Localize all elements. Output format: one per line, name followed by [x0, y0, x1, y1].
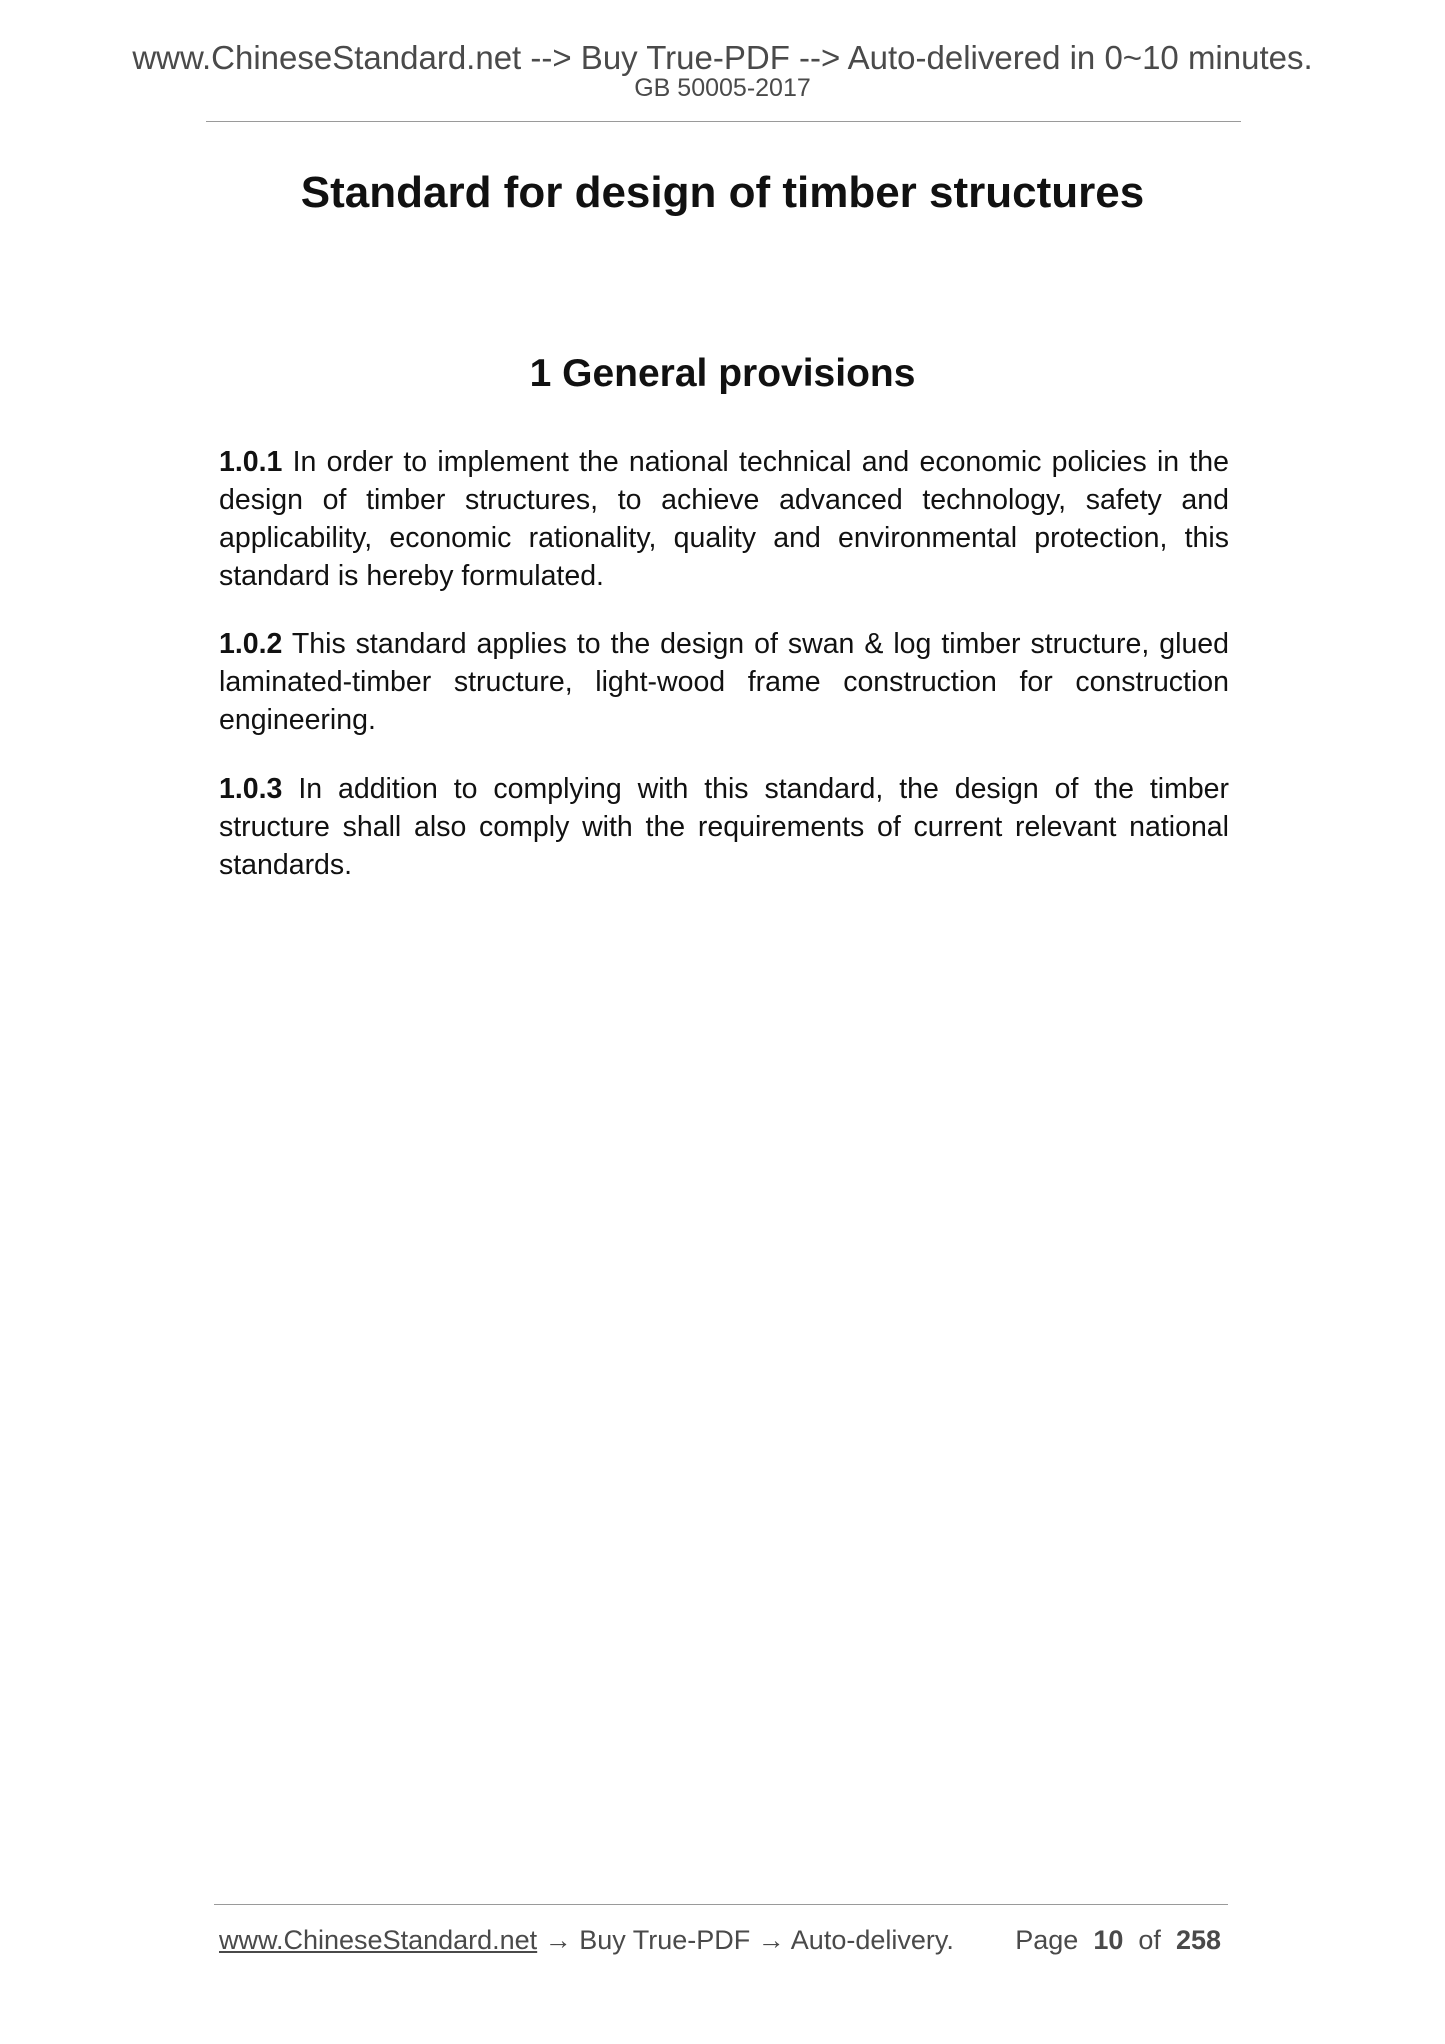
header-divider [206, 121, 1241, 122]
header-banner: www.ChineseStandard.net --> Buy True-PDF --> Auto-delivered in 0~10 minutes. [132, 39, 1313, 76]
footer-left [219, 1922, 954, 1958]
delivery-text: Auto-delivery. [790, 1925, 954, 1955]
of-label: of [1138, 1925, 1161, 1955]
clause-text: This standard applies to the design of swan & log timber structure, glued laminated-timber structure, light-wood frame construction for construction engineering. [219, 628, 1229, 736]
website-link[interactable]: www.ChineseStandard.net [219, 1925, 538, 1955]
document-number: GB 50005-2017 [634, 74, 811, 102]
page-footer [219, 1922, 1231, 1958]
clause-text: In addition to complying with this standard, the design of the timber structure shall also comply with the requirements of current relevant national standards. [219, 773, 1230, 881]
total-pages: 258 [1175, 1925, 1221, 1955]
page-label: Page [1015, 1925, 1079, 1955]
clause-1-0-2 [219, 625, 1229, 739]
arrow-right-icon: → [544, 1925, 572, 1955]
clause-number: 1.0.1 [219, 446, 283, 478]
clause-1-0-3 [219, 770, 1229, 884]
page-title: Standard for design of timber structures [300, 168, 1145, 217]
buy-text: Buy True-PDF [579, 1925, 751, 1955]
clause-text: In order to implement the national technical and economic policies in the design of timber structures, to achieve advanced technology, safety and applicability, economic rationality, quality and environmental protection, this standard is hereby formulated. [219, 446, 1229, 592]
current-page: 10 [1093, 1925, 1124, 1955]
clause-1-0-1 [219, 443, 1229, 595]
page-counter [1015, 1922, 1221, 1958]
clause-number: 1.0.3 [219, 773, 283, 805]
arrow-right-icon: → [757, 1925, 785, 1955]
footer-divider [214, 1904, 1228, 1905]
clause-number: 1.0.2 [219, 628, 283, 660]
chapter-heading: 1 General provisions [529, 352, 916, 395]
